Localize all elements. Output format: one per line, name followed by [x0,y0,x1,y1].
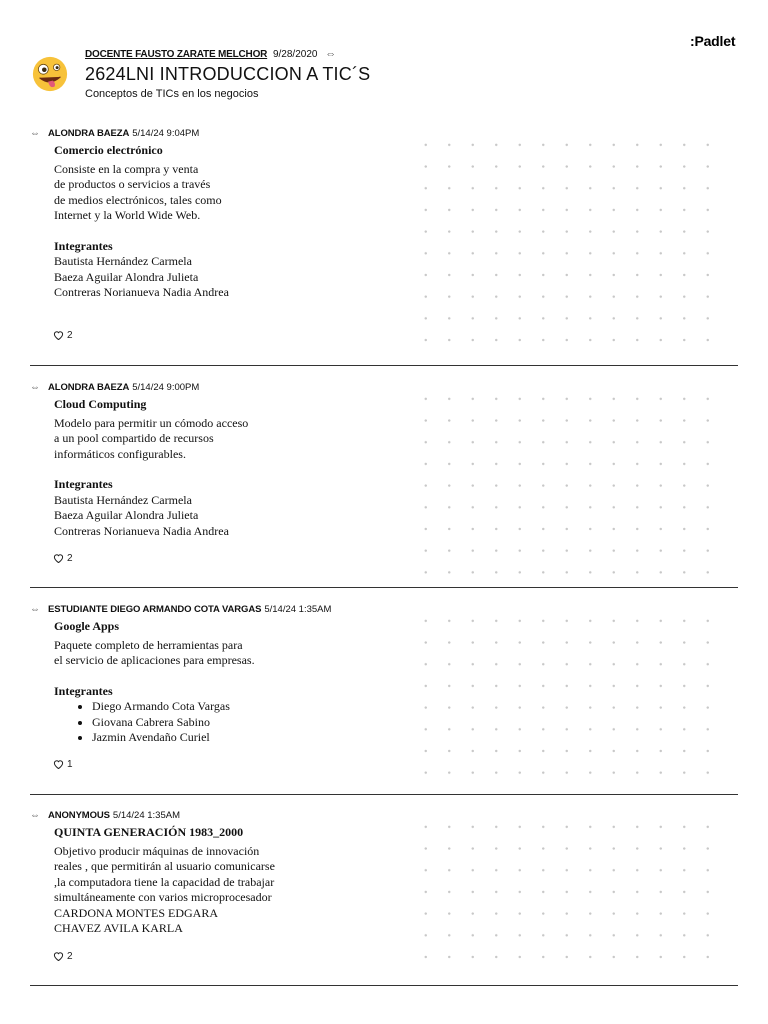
post-date: 5/14/24 1:35AM [112,810,180,821]
post-text-line: simultáneamente con varios microprocesador [54,890,272,904]
page-title: 2624LNI INTRODUCCION A TIC´S [85,64,371,84]
post-title: Google Apps [54,619,120,633]
heart-icon [53,330,64,340]
member-name: Baeza Aguilar Alondra Julieta [54,508,199,522]
post-divider [30,794,738,795]
post-body [54,143,394,301]
post-meta [30,810,180,821]
post-title: QUINTA GENERACIÓN 1983_2000 [54,825,244,839]
post-divider [30,365,738,366]
post-text-line: Internet y la World Wide Web. [54,208,201,222]
post-divider [30,587,738,588]
list-item: • Jazmin Avendaño Curiel [92,730,394,746]
post-text-line: Modelo para permitir un cómodo acceso [54,415,249,430]
post-title: Comercio electrónico [54,143,163,157]
like-count: 1 [67,759,73,770]
post-body [54,619,394,746]
link-icon[interactable]: ⇔ [30,382,40,393]
like-count: 2 [67,330,73,341]
post-body [54,397,394,539]
member-name: Contreras Norianueva Nadia Andrea [54,285,229,299]
members-heading: Integrantes [54,683,113,698]
members-heading: Integrantes [54,477,113,491]
dot-grid-placeholder [414,610,726,786]
post-meta [30,604,331,615]
post-text-line: de productos o servicios a través [54,177,211,191]
post-meta [30,382,199,393]
post-text-line: Objetivo producir máquinas de innovación [54,843,260,858]
post-meta [30,128,199,139]
member-name: Bautista Hernández Carmela [54,492,192,507]
post-author: ESTUDIANTE DIEGO ARMANDO COTA VARGAS [48,604,262,615]
dot-grid-placeholder [414,388,726,578]
dot-grid-placeholder [414,134,726,348]
post-text-line: Paquete completo de herramientas para [54,637,243,652]
post-text-line: informáticos configurables. [54,446,186,461]
like-button[interactable] [53,759,73,770]
link-icon[interactable]: ⇔ [30,810,40,821]
post-text-line: CARDONA MONTES EDGARA [54,905,219,920]
link-icon[interactable]: ⇔ [30,128,40,139]
like-count: 2 [67,553,73,564]
link-icon[interactable]: ⇔ [325,48,337,60]
post-text-line: CHAVEZ AVILA KARLA [54,921,183,935]
list-item: • Diego Armando Cota Vargas [92,699,394,715]
post-date: 5/14/24 9:00PM [132,382,200,393]
post-date: 5/14/24 9:04PM [132,128,200,139]
heart-icon [53,759,64,769]
member-list [54,699,394,746]
post-date: 5/14/24 1:35AM [264,604,332,615]
page-subtitle: Conceptos de TICs en los negocios [85,88,259,100]
heart-icon [53,553,64,563]
header-date: 9/28/2020 [272,49,318,60]
zany-face-emoji-avatar [31,55,69,93]
member-name: Baeza Aguilar Alondra Julieta [54,269,199,284]
dot-grid-placeholder [414,816,726,972]
post-text-line: de medios electrónicos, tales como [54,192,222,207]
member-name: Contreras Norianueva Nadia Andrea [54,523,229,538]
post-text-line: ,la computadora tiene la capacidad de trabajar [54,874,275,889]
header-author[interactable]: DOCENTE FAUSTO ZARATE MELCHOR [85,49,268,60]
members-heading: Integrantes [54,238,113,253]
post-text-line: reales , que permitirán al usuario comunicarse [54,859,275,873]
post-author: ALONDRA BAEZA [48,382,130,393]
post-title: Cloud Computing [54,397,147,411]
post-author: ALONDRA BAEZA [48,128,130,139]
padlet-logo[interactable]: :Padlet [690,33,736,49]
post-text-line: a un pool compartido de recursos [54,431,214,445]
list-item: • Giovana Cabrera Sabino [92,715,394,731]
post-divider [30,985,738,986]
header-meta [85,48,336,60]
member-name: Bautista Hernández Carmela [54,254,192,268]
heart-icon [53,951,64,961]
like-button[interactable] [53,951,73,962]
post-text-line: el servicio de aplicaciones para empresas. [54,653,255,667]
post-text-line: Consiste en la compra y venta [54,161,199,176]
link-icon[interactable]: ⇔ [30,604,40,615]
post-author: ANONYMOUS [48,810,110,821]
post-body [54,825,394,937]
like-button[interactable] [53,330,73,341]
like-button[interactable] [53,553,73,564]
like-count: 2 [67,951,73,962]
